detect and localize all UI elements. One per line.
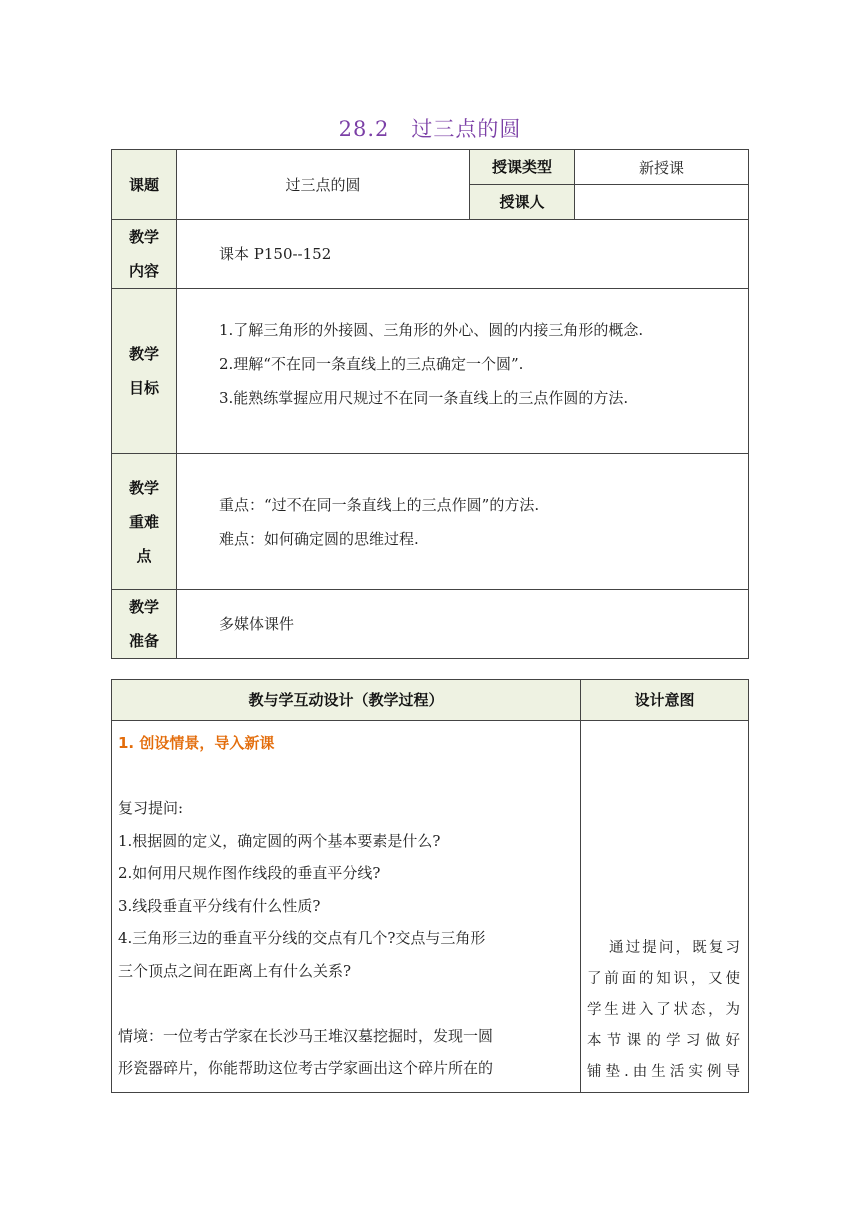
intent-header: 设计意图 [634, 691, 695, 709]
question-item: 4.三角形三边的垂直平分线的交点有几个?交点与三角形 [118, 929, 486, 947]
goal-item: 2.理解“不在同一条直线上的三点确定一个圆”. [219, 355, 524, 373]
goal-label-cell [112, 289, 177, 454]
key-label-2: 重难 [128, 512, 159, 531]
content-value-cell [177, 220, 749, 289]
teacher-label-cell [470, 185, 575, 220]
process-header: 教与学互动设计（教学过程） [248, 691, 444, 709]
intent-content-cell [581, 721, 749, 1093]
type-label-cell [470, 150, 575, 185]
spacer [118, 760, 574, 793]
scenario-line: 形瓷器碎片，你能帮助这位考古学家画出这个碎片所在的 [118, 1059, 494, 1077]
prep-label-1: 教学 [128, 598, 159, 616]
key-points-cell [177, 454, 749, 590]
key-label-1: 教学 [128, 478, 159, 497]
page-title: 28.2 过三点的圆 [338, 117, 522, 141]
type-value: 新授课 [638, 158, 684, 177]
spacer [118, 987, 574, 1020]
teaching-process-table [111, 679, 749, 1093]
scenario-line: 情境：一位考古学家在长沙马王堆汉墓挖掘时，发现一圆 [118, 1026, 494, 1045]
topic-label-cell [112, 150, 177, 220]
process-content-cell [112, 721, 581, 1093]
question-item: 2.如何用尺规作图作线段的垂直平分线? [118, 864, 381, 882]
intent-line: 本节课的学习做好 [587, 1033, 742, 1049]
type-label: 授课类型 [491, 158, 552, 176]
lesson-info-table [111, 149, 749, 659]
content-label-2: 内容 [128, 262, 159, 280]
prep-value-cell [177, 590, 749, 659]
topic-label: 课题 [128, 175, 159, 194]
key-point-item: 难点：如何确定圆的思维过程. [219, 529, 419, 548]
key-label-cell [112, 454, 177, 590]
topic-value-cell [177, 150, 470, 220]
review-heading: 复习提问: [118, 799, 184, 817]
goals-cell [177, 289, 749, 454]
intent-line: 学生进入了状态，为 [587, 1002, 742, 1018]
goal-item: 3.能熟练掌握应用尺规过不在同一条直线上的三点作圆的方法. [219, 389, 629, 407]
content-label-cell [112, 220, 177, 289]
intent-line: 铺垫.由生活实例导 [587, 1064, 742, 1080]
intent-line: 通过提问，既复习 [609, 940, 742, 956]
intent-line: 了前面的知识，又使 [587, 971, 742, 987]
goal-label-2: 目标 [128, 379, 159, 397]
prep-value: 多媒体课件 [219, 615, 295, 633]
process-header-cell [112, 680, 581, 721]
content-value: 课本 P150--152 [219, 245, 332, 263]
type-value-cell [575, 150, 749, 185]
prep-label-2: 准备 [128, 632, 159, 650]
topic-value: 过三点的圆 [285, 176, 361, 194]
intent-header-cell [581, 680, 749, 721]
question-item: 三个顶点之间在距离上有什么关系? [118, 961, 352, 980]
question-item: 1.根据圆的定义，确定圆的两个基本要素是什么? [118, 831, 441, 850]
key-label-3: 点 [136, 546, 152, 565]
goal-label-1: 教学 [128, 345, 159, 363]
goal-item: 1.了解三角形的外接圆、三角形的外心、圆的内接三角形的概念. [219, 321, 644, 339]
key-point-item: 重点：“过不在同一条直线上的三点作圆”的方法. [219, 495, 540, 514]
section-heading: 1. 创设情景，导入新课 [118, 734, 275, 752]
content-label-1: 教学 [128, 228, 159, 246]
question-item: 3.线段垂直平分线有什么性质? [118, 896, 321, 915]
teacher-label: 授课人 [499, 193, 545, 211]
teacher-value-cell [575, 185, 749, 220]
prep-label-cell [112, 590, 177, 659]
